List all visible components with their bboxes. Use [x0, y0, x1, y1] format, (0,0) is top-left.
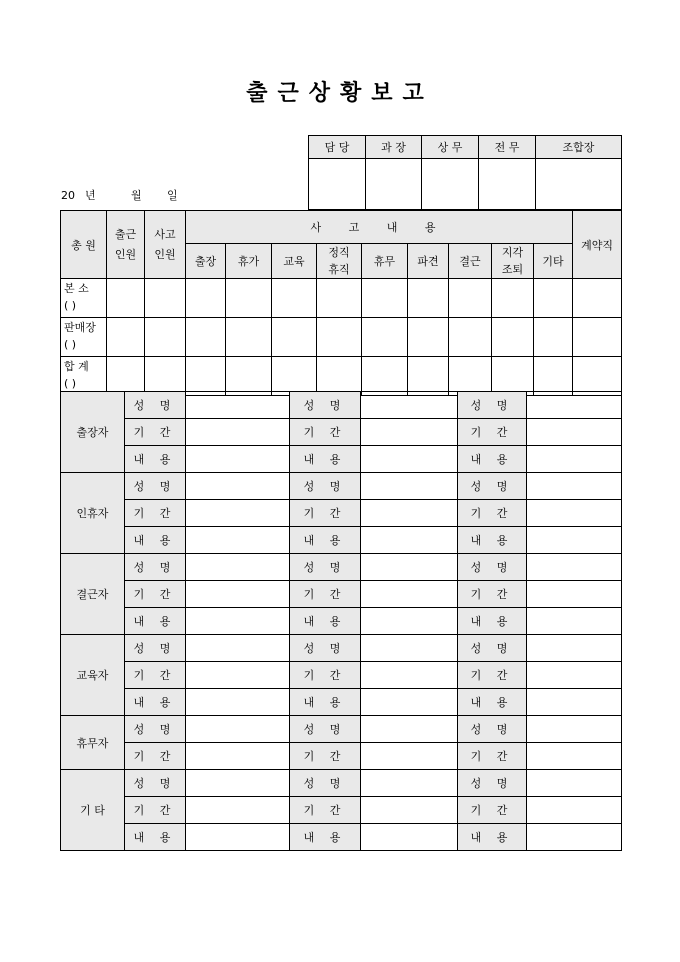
field-label: 기 간 — [458, 500, 527, 527]
row-label — [61, 318, 107, 357]
field-value[interactable] — [527, 392, 622, 419]
field-value[interactable] — [361, 635, 458, 662]
cell[interactable] — [317, 279, 362, 318]
reason-header: 정직 휴직 — [317, 244, 362, 279]
reason-header: 기타 — [534, 244, 573, 279]
cell[interactable] — [408, 318, 449, 357]
row-name: 본 소 — [64, 282, 89, 295]
detail-row — [61, 419, 622, 446]
field-value[interactable] — [527, 527, 622, 554]
field-label: 성 명 — [290, 770, 361, 797]
field-value[interactable] — [527, 608, 622, 635]
cell[interactable] — [226, 279, 272, 318]
summary-table — [60, 210, 622, 396]
field-label: 기 간 — [458, 743, 527, 770]
row-label — [61, 357, 107, 396]
cell[interactable] — [573, 318, 622, 357]
field-label: 성 명 — [290, 473, 361, 500]
field-label: 기 간 — [458, 797, 527, 824]
field-value[interactable] — [361, 446, 458, 473]
signature-box[interactable] — [536, 159, 622, 210]
signature-box[interactable] — [422, 159, 479, 210]
row-paren: ( ) — [64, 299, 77, 312]
summary-row — [61, 357, 622, 396]
section-label: 인휴자 — [61, 473, 125, 554]
field-label: 성 명 — [125, 770, 186, 797]
field-label: 내 용 — [125, 824, 186, 851]
field-label: 기 간 — [458, 662, 527, 689]
detail-table — [60, 391, 622, 851]
field-value[interactable] — [186, 500, 290, 527]
field-label: 기 간 — [125, 662, 186, 689]
field-label: 성 명 — [290, 392, 361, 419]
approval-table — [308, 135, 622, 210]
field-label: 기 간 — [290, 743, 361, 770]
field-label: 내 용 — [290, 689, 361, 716]
field-label: 기 간 — [290, 662, 361, 689]
cell[interactable] — [272, 318, 317, 357]
field-value[interactable] — [186, 527, 290, 554]
field-label: 내 용 — [290, 824, 361, 851]
field-value[interactable] — [361, 770, 458, 797]
reason-header: 결근 — [449, 244, 492, 279]
detail-row — [61, 446, 622, 473]
section-label: 출장자 — [61, 392, 125, 473]
cell[interactable] — [449, 318, 492, 357]
field-label: 성 명 — [290, 635, 361, 662]
field-value[interactable] — [361, 608, 458, 635]
section-label: 결근자 — [61, 554, 125, 635]
field-value[interactable] — [527, 824, 622, 851]
row-paren: ( ) — [64, 338, 77, 351]
reason-header: 휴무 — [362, 244, 408, 279]
detail-row — [61, 608, 622, 635]
field-label: 기 간 — [458, 419, 527, 446]
field-value[interactable] — [527, 446, 622, 473]
field-value[interactable] — [361, 716, 458, 743]
field-label: 성 명 — [125, 392, 186, 419]
approval-role: 조합장 — [536, 136, 622, 159]
field-label: 기 간 — [125, 500, 186, 527]
section-label: 교육자 — [61, 635, 125, 716]
page-title: 출근상황보고 — [246, 80, 434, 106]
col-absent: 사고 인원 — [145, 211, 186, 279]
reason-header: 출장 — [186, 244, 226, 279]
field-value[interactable] — [186, 743, 290, 770]
cell[interactable] — [492, 318, 534, 357]
field-value[interactable] — [186, 662, 290, 689]
col-contract: 계약직 — [573, 211, 622, 279]
field-value[interactable] — [186, 392, 290, 419]
approval-role: 전 무 — [479, 136, 536, 159]
field-label: 성 명 — [458, 554, 527, 581]
field-value[interactable] — [527, 635, 622, 662]
detail-row — [61, 554, 622, 581]
field-label: 내 용 — [290, 446, 361, 473]
field-label: 내 용 — [458, 824, 527, 851]
detail-row — [61, 392, 622, 419]
detail-row — [61, 635, 622, 662]
approval-role: 담 당 — [309, 136, 366, 159]
field-value[interactable] — [527, 797, 622, 824]
field-label: 기 간 — [290, 581, 361, 608]
date-year: 년 — [85, 189, 96, 202]
detail-row — [61, 527, 622, 554]
cell[interactable] — [186, 318, 226, 357]
reason-header: 휴가 — [226, 244, 272, 279]
field-value[interactable] — [186, 473, 290, 500]
field-label: 성 명 — [290, 554, 361, 581]
cell[interactable] — [186, 357, 226, 396]
cell[interactable] — [317, 357, 362, 396]
cell[interactable] — [534, 318, 573, 357]
cell[interactable] — [186, 279, 226, 318]
reason-header: 파견 — [408, 244, 449, 279]
cell[interactable] — [107, 318, 145, 357]
cell[interactable] — [317, 318, 362, 357]
date-month: 월 — [131, 189, 142, 202]
detail-row — [61, 500, 622, 527]
detail-row — [61, 824, 622, 851]
field-label: 성 명 — [125, 635, 186, 662]
field-value[interactable] — [361, 554, 458, 581]
row-label — [61, 279, 107, 318]
cell[interactable] — [107, 357, 145, 396]
row-paren: ( ) — [64, 377, 77, 390]
cell[interactable] — [226, 318, 272, 357]
cell[interactable] — [408, 357, 449, 396]
signature-box[interactable] — [366, 159, 422, 210]
field-value[interactable] — [361, 473, 458, 500]
field-label: 내 용 — [290, 527, 361, 554]
cell[interactable] — [449, 279, 492, 318]
field-value[interactable] — [186, 797, 290, 824]
field-value[interactable] — [186, 608, 290, 635]
cell[interactable] — [573, 357, 622, 396]
signature-box[interactable] — [309, 159, 366, 210]
detail-row — [61, 743, 622, 770]
field-value[interactable] — [186, 446, 290, 473]
cell[interactable] — [145, 318, 186, 357]
date-prefix: 20 — [61, 189, 75, 202]
field-value[interactable] — [361, 419, 458, 446]
field-label: 내 용 — [458, 527, 527, 554]
detail-row — [61, 797, 622, 824]
field-value[interactable] — [186, 716, 290, 743]
field-label: 기 간 — [458, 581, 527, 608]
field-label: 성 명 — [290, 716, 361, 743]
signature-box[interactable] — [479, 159, 536, 210]
field-label: 기 간 — [125, 797, 186, 824]
section-label: 휴무자 — [61, 716, 125, 770]
field-value[interactable] — [361, 581, 458, 608]
field-label: 내 용 — [458, 446, 527, 473]
field-value[interactable] — [361, 743, 458, 770]
cell[interactable] — [449, 357, 492, 396]
field-value[interactable] — [527, 554, 622, 581]
field-value[interactable] — [527, 662, 622, 689]
detail-row — [61, 662, 622, 689]
cell[interactable] — [573, 279, 622, 318]
cell[interactable] — [272, 279, 317, 318]
field-label: 성 명 — [458, 473, 527, 500]
field-value[interactable] — [186, 824, 290, 851]
field-value[interactable] — [527, 473, 622, 500]
cell[interactable] — [362, 279, 408, 318]
field-label: 성 명 — [125, 554, 186, 581]
section-label: 기 타 — [61, 770, 125, 851]
field-label: 성 명 — [458, 635, 527, 662]
col-total: 총 원 — [61, 211, 107, 279]
field-value[interactable] — [527, 419, 622, 446]
reason-header: 교육 — [272, 244, 317, 279]
approval-role: 상 무 — [422, 136, 479, 159]
field-value[interactable] — [361, 824, 458, 851]
field-label: 성 명 — [458, 392, 527, 419]
field-label: 기 간 — [290, 419, 361, 446]
cell[interactable] — [534, 357, 573, 396]
cell[interactable] — [226, 357, 272, 396]
field-label: 성 명 — [125, 473, 186, 500]
field-label: 내 용 — [458, 608, 527, 635]
field-label: 내 용 — [125, 689, 186, 716]
date-day: 일 — [167, 189, 178, 202]
reason-header: 지각 조퇴 — [492, 244, 534, 279]
field-value[interactable] — [527, 770, 622, 797]
cell[interactable] — [107, 279, 145, 318]
cell[interactable] — [272, 357, 317, 396]
field-value[interactable] — [361, 662, 458, 689]
field-value[interactable] — [361, 392, 458, 419]
detail-row — [61, 581, 622, 608]
field-value[interactable] — [361, 797, 458, 824]
field-label: 기 간 — [290, 500, 361, 527]
field-value[interactable] — [361, 500, 458, 527]
cell[interactable] — [362, 357, 408, 396]
field-value[interactable] — [527, 743, 622, 770]
cell[interactable] — [492, 357, 534, 396]
field-value[interactable] — [527, 716, 622, 743]
detail-row — [61, 770, 622, 797]
col-present: 출근 인원 — [107, 211, 145, 279]
approval-role: 과 장 — [366, 136, 422, 159]
cell[interactable] — [492, 279, 534, 318]
field-label: 성 명 — [458, 716, 527, 743]
cell[interactable] — [408, 279, 449, 318]
field-label: 내 용 — [125, 446, 186, 473]
summary-row — [61, 318, 622, 357]
field-label: 내 용 — [290, 608, 361, 635]
field-value[interactable] — [527, 581, 622, 608]
row-name: 합 계 — [64, 360, 89, 373]
summary-row — [61, 279, 622, 318]
detail-row — [61, 473, 622, 500]
field-label: 기 간 — [125, 419, 186, 446]
field-value[interactable] — [186, 554, 290, 581]
field-value[interactable] — [186, 419, 290, 446]
cell[interactable] — [145, 357, 186, 396]
detail-row — [61, 689, 622, 716]
col-reason-group: 사 고 내 용 — [186, 211, 573, 244]
field-value[interactable] — [527, 689, 622, 716]
detail-row — [61, 716, 622, 743]
field-value[interactable] — [186, 635, 290, 662]
field-value[interactable] — [186, 689, 290, 716]
report-date — [61, 187, 178, 203]
cell[interactable] — [362, 318, 408, 357]
row-name: 판매장 — [64, 321, 96, 334]
field-value[interactable] — [361, 689, 458, 716]
field-label: 기 간 — [125, 581, 186, 608]
field-label: 기 간 — [290, 797, 361, 824]
field-value[interactable] — [186, 581, 290, 608]
field-label: 내 용 — [125, 608, 186, 635]
field-label: 내 용 — [458, 689, 527, 716]
cell[interactable] — [534, 279, 573, 318]
field-label: 성 명 — [125, 716, 186, 743]
field-value[interactable] — [527, 500, 622, 527]
field-label: 성 명 — [458, 770, 527, 797]
field-value[interactable] — [361, 527, 458, 554]
field-label: 내 용 — [125, 527, 186, 554]
cell[interactable] — [145, 279, 186, 318]
field-label: 기 간 — [125, 743, 186, 770]
field-value[interactable] — [186, 770, 290, 797]
